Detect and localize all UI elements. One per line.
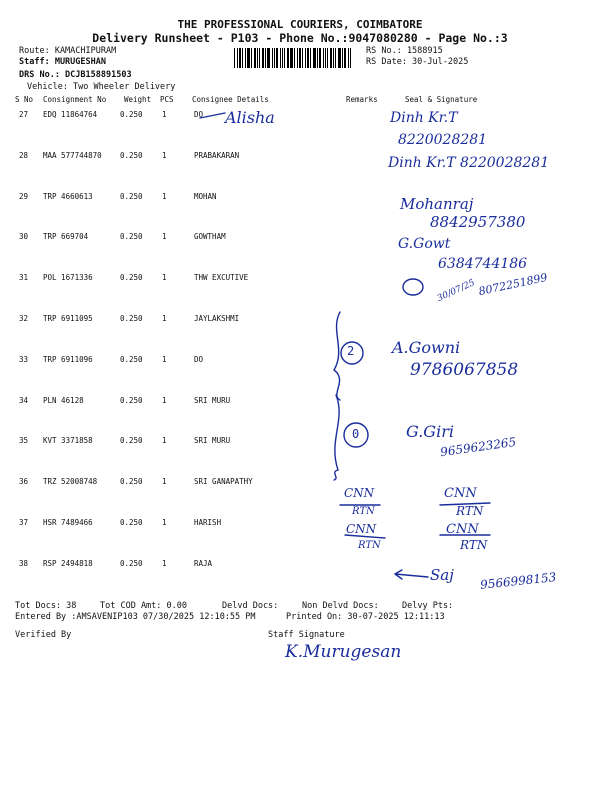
row-consignee: SRI MURU [194, 436, 231, 446]
entered-by: Entered By :AMSAVENIP103 07/30/2025 12:10:55 PM [15, 612, 256, 622]
hw-giri: G.Giri [406, 422, 454, 441]
row-pcs: 1 [162, 232, 167, 242]
row-consignee: THW EXCUTIVE [194, 273, 249, 283]
row-weight: 0.250 [120, 314, 143, 323]
row-weight: 0.250 [120, 477, 143, 487]
delivery-points: Delvy Pts: [402, 601, 454, 611]
row-pcs: 1 [162, 518, 167, 527]
row-pcs: 1 [162, 477, 167, 487]
hw-phone-7: 9566998153 [479, 570, 557, 592]
row-consignment-no: POL 1671336 [43, 273, 93, 283]
hw-dinesh-1: Dinh Kr.T [390, 110, 458, 126]
delivered-docs: Delvd Docs: [222, 601, 279, 611]
total-docs: Tot Docs: 38 [15, 601, 77, 611]
hw-alisha: Alisha [225, 108, 275, 127]
bracket-stroke [334, 395, 339, 480]
row-pcs: 1 [162, 273, 167, 283]
col-weight: Weight [124, 95, 152, 104]
hw-cnn-1: CNN [344, 486, 375, 500]
row-sno: 28 [19, 150, 29, 160]
row-consignment-no: TRP 6911096 [43, 354, 93, 364]
circle-mark [403, 279, 423, 295]
row-pcs: 1 [162, 436, 167, 446]
row-weight: 0.250 [120, 436, 143, 446]
hw-date-note: 30/07/25 [435, 277, 477, 305]
row-sno: 37 [19, 518, 29, 527]
row-sno: 36 [19, 477, 29, 487]
rs-date: RS Date: 30-Jul-2025 [366, 57, 469, 67]
row-consignee: SRI GANAPATHY [194, 477, 253, 487]
hw-rtn-2: RTN [358, 540, 381, 551]
row-sno: 34 [19, 395, 29, 405]
row-sno: 30 [19, 232, 29, 242]
hw-rtn-4: RTN [460, 538, 488, 552]
row-sno: 33 [19, 354, 29, 364]
row-consignee: MOHAN [194, 191, 217, 201]
signature-stroke [200, 113, 225, 118]
total-cod-amount: Tot COD Amt: 0.00 [100, 601, 187, 611]
row-consignment-no: TRP 669704 [43, 232, 89, 242]
hw-phone-3: 6384744186 [438, 256, 528, 272]
row-sno: 32 [19, 314, 29, 323]
row-consignment-no: TRZ 52008748 [43, 477, 98, 487]
col-consignment: Consignment No [43, 95, 107, 104]
hw-circle-label: 0 [352, 427, 360, 441]
row-pcs: 1 [162, 110, 167, 119]
row-weight: 0.250 [120, 518, 143, 527]
row-weight: 0.250 [120, 232, 143, 242]
staff-signature-label: Staff Signature [268, 630, 345, 640]
arrow-stroke [395, 574, 428, 577]
non-delivered-docs: Non Delvd Docs: [302, 601, 379, 611]
staff-signature: K.Murugesan [285, 642, 402, 662]
row-consignee: PRABAKARAN [194, 150, 240, 160]
row-sno: 27 [19, 110, 29, 119]
hw-rtn-1: RTN [352, 506, 375, 517]
row-weight: 0.250 [120, 191, 143, 201]
runsheet-subtitle: Delivery Runsheet - P103 - Phone No.:9047080280 - Page No.:3 [92, 31, 508, 45]
hw-phone-2: 8842957380 [430, 213, 526, 231]
printed-on: Printed On: 30-07-2025 12:11:13 [286, 612, 445, 622]
col-sno: S No [15, 95, 34, 104]
row-pcs: 1 [162, 191, 167, 201]
row-consignment-no: EDQ 11864764 [43, 110, 98, 119]
row-consignment-no: TRP 4660613 [43, 191, 93, 201]
col-seal-signature: Seal & Signature [405, 95, 478, 104]
verified-by-label: Verified By [15, 630, 72, 640]
row-pcs: 1 [162, 354, 167, 364]
staff-label: Staff: MURUGESHAN [19, 57, 106, 67]
row-weight: 0.250 [120, 354, 143, 364]
row-consignment-no: RSP 2494818 [43, 558, 93, 568]
hw-phone-1: 8220028281 [398, 132, 488, 148]
hw-cnn-2: CNN [346, 522, 377, 536]
row-consignee: DO [194, 354, 204, 364]
hw-agowni: A.Gowni [392, 338, 461, 357]
drs-number: DRS No.: DCJB15889150З [19, 70, 132, 80]
row-weight: 0.250 [120, 558, 143, 568]
row-sno: 31 [19, 273, 29, 283]
col-pcs: PCS [160, 95, 174, 104]
route-label: Route: KAMACHIPURAM [19, 46, 117, 56]
hw-phone-6: 9659623265 [439, 434, 517, 460]
row-consignment-no: HSR 7489466 [43, 518, 93, 527]
vehicle-label: Vehicle: Two Wheeler Delivery [27, 82, 176, 92]
col-remarks: Remarks [346, 95, 378, 104]
hw-phone-4: 8072251899 [477, 270, 549, 299]
row-consignment-no: KVT 3371858 [43, 436, 93, 446]
hw-cnn-4: CNN [446, 522, 479, 537]
company-title: THE PROFESSIONAL COURIERS, COIMBATORE [177, 18, 423, 31]
hw-gowtham: G.Gowt [398, 236, 451, 252]
hw-rtn-3: RTN [456, 504, 484, 518]
row-pcs: 1 [162, 558, 167, 568]
row-sno: 35 [19, 436, 29, 446]
row-weight: 0.250 [120, 273, 143, 283]
row-sno: 29 [19, 191, 29, 201]
hw-cnn-3: CNN [444, 486, 477, 501]
row-consignee: HARISH [194, 518, 222, 527]
hw-dinesh-2: Dinh Kr.T 8220028281 [388, 155, 550, 171]
row-pcs: 1 [162, 314, 167, 323]
hw-phone-5: 9786067858 [410, 360, 519, 380]
row-consignee: JAYLAKSHMI [194, 314, 240, 323]
row-consignment-no: MAA 577744870 [43, 150, 102, 160]
row-consignment-no: PLN 46128 [43, 395, 84, 405]
hw-circle-label: 2 [347, 344, 355, 358]
row-consignee: DO [194, 110, 204, 119]
hw-saj: Saj [430, 566, 454, 584]
row-weight: 0.250 [120, 150, 143, 160]
row-consignee: SRI MURU [194, 395, 231, 405]
rs-number: RS No.: 1588915 [366, 46, 443, 56]
col-consignee: Consignee Details [192, 95, 269, 104]
row-weight: 0.250 [120, 395, 143, 405]
bracket-stroke [334, 312, 340, 400]
row-sno: 38 [19, 558, 29, 568]
row-pcs: 1 [162, 395, 167, 405]
row-weight: 0.250 [120, 110, 143, 119]
row-consignee: RAJA [194, 558, 213, 568]
hw-mohanraj: Mohanraj [400, 195, 474, 213]
row-consignee: GOWTHAM [194, 232, 226, 242]
row-consignment-no: TRP 6911095 [43, 314, 93, 323]
row-pcs: 1 [162, 150, 167, 160]
